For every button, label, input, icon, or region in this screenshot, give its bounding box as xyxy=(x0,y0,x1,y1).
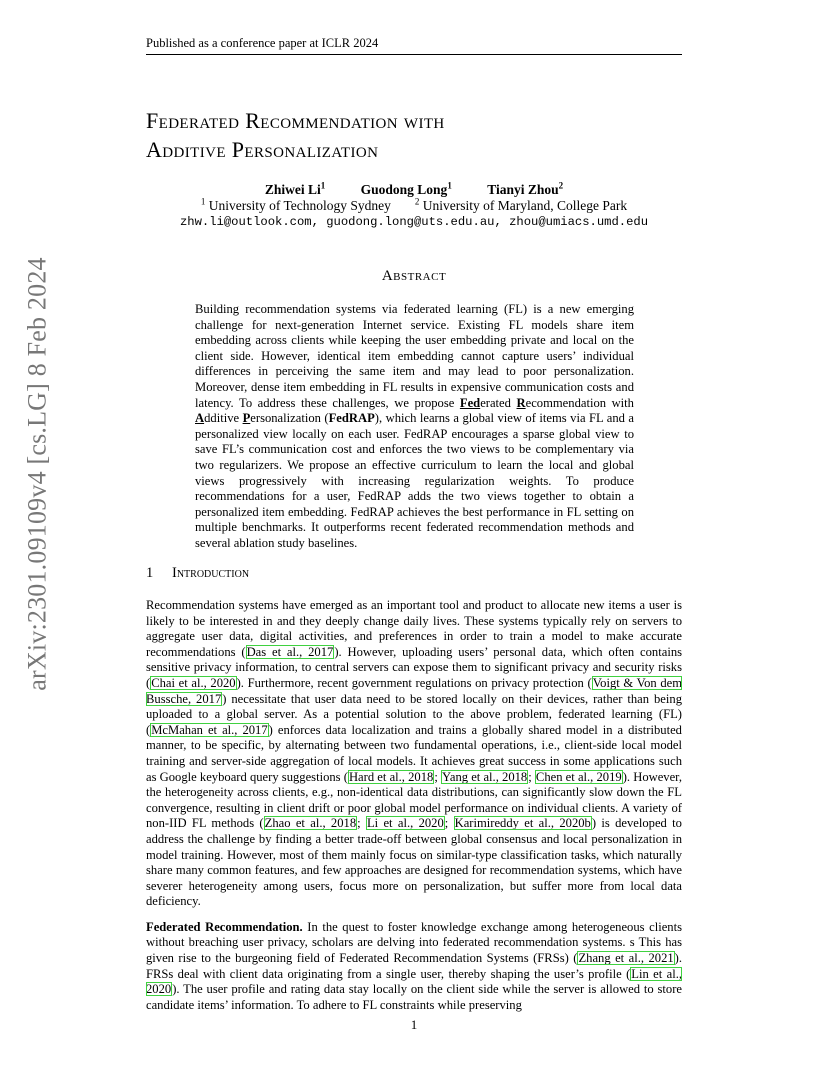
author-name: Zhiwei Li$^1$ xyxy=(264,180,326,197)
author-emails: zhw.li@outlook.com, guodong.long@uts.edu.au, zhou@umiacs.umd.edu xyxy=(179,215,649,229)
abstract-text: Building recommendation systems via federated learning (FL) is a new emerging challenge for next-generation Internet service. Existing FL models share item embedding across clients while keeping the user embedding private and local on the client side. However, identical item embedding cannot capture users’ individual differences in perceiving the same item and may lead to poor personalization. Moreover, dense item embedding in FL results in expensive communication costs and latency. To address these challenges, we propose Federated Recommendation with Additive Personalization (FedRAP), which learns a global view of items via FL and a personalized view locally on each user. FedRAP encourages a sparse global view to save FL’s communication cost and enforces the two views to be complementary via two regularizers. We propose an effective curriculum to learn the local and global views progressively with increasing regularization weights. To produce recommendations for a user, FedRAP adds the two views together to obtain a personalized item embedding. FedRAP achieves the best performance in FL setting on multiple benchmarks. It outperforms recent federated recommendation methods and several ablation study baselines. xyxy=(195,302,634,550)
citation-link[interactable]: Chai et al., 2020 xyxy=(151,675,236,690)
title-line-1: Federated Recommendation with xyxy=(146,108,445,133)
author-name: Guodong Long$^1$ xyxy=(360,180,452,197)
citation-link[interactable]: Voigt & Von dem Bussche, 2017 xyxy=(146,675,683,706)
paragraph-heading: Federated Recommendation. xyxy=(146,919,303,934)
section-title: Introduction xyxy=(172,565,250,581)
citation-link[interactable]: Karimireddy et al., 2020b xyxy=(454,816,591,831)
author-block xyxy=(146,182,682,229)
abstract-heading: Abstract xyxy=(381,268,447,284)
citation-link[interactable]: Zhao et al., 2018 xyxy=(264,816,357,831)
citation-link[interactable]: McMahan et al., 2017 xyxy=(151,722,268,737)
paragraph: Recommendation systems have emerged as an important tool and product to allocate new items a user is likely to be interested in and they deeply change daily lives. These systems typically rely on servers to aggregate user data, digital activities, and preferences in order to train a model to make accurate recommendations (Das et al., 2017). However, uploading users’ personal data, which often contains sensitive privacy information, to central servers can expose them to significant privacy and security risks (Chai et al., 2020). Furthermore, recent government regulations on privacy protection (Voigt & Von dem Bussche, 2017) necessitate that user data need to be stored locally on their devices, rather than being uploaded to a global server. As a potential solution to the above problem, federated learning (FL) (McMahan et al., 2017) enforces data localization and trains a globally shared model in a distributed manner, to be specific, by alternating between two fundamental operations, i.e., client-side local model training and server-side aggregation of local models. It achieves great success in some applications such as Google keyboard query suggestions (Hard et al., 2018; Yang et al., 2018; Chen et al., 2019). However, the heterogeneity across clients, e.g., non-identical data distributions, can significantly slow down the FL convergence, resulting in client drift or poor global model performance on individual clients. A variety of non-IID FL methods (Zhao et al., 2018; Li et al., 2020; Karimireddy et al., 2020b) is developed to address the challenge by finding a better trade-off between global consensus and local personalization in model training. However, most of them mainly focus on similar-type classification tasks, which naturally share many common features, and few approaches are designed for recommendation systems, which have severer heterogeneity among users, focus more on personalization, but suffer more from local data deficiency. xyxy=(146,598,683,909)
title-line-2: Additive Personalization xyxy=(146,137,379,162)
running-header: Published as a conference paper at ICLR 2024 xyxy=(146,36,682,55)
affiliation-2: University of Maryland, College Park xyxy=(422,198,628,213)
arxiv-stamp xyxy=(14,257,62,691)
arxiv-identifier[interactable]: arXiv:2301.09109v4 [cs.LG] 8 Feb 2024 xyxy=(23,257,52,691)
citation-link[interactable]: Zhang et al., 2021 xyxy=(578,951,674,966)
section-number: 1 xyxy=(146,565,154,581)
paper-title xyxy=(146,106,682,164)
section-heading xyxy=(146,565,682,582)
citation-link[interactable]: Chen et al., 2019 xyxy=(535,769,622,784)
citation-link[interactable]: Li et al., 2020 xyxy=(366,816,444,831)
page-number: 1 xyxy=(410,1017,418,1032)
body-text xyxy=(146,598,682,1023)
citation-link[interactable]: Das et al., 2017 xyxy=(246,644,334,659)
affiliation-1: University of Technology Sydney xyxy=(208,198,391,213)
citation-link[interactable]: Yang et al., 2018 xyxy=(442,769,528,784)
author-name: Tianyi Zhou$^2$ xyxy=(487,180,564,197)
affiliations: $^1$ University of Technology Sydney $^2$ University of Maryland, College Park xyxy=(200,196,628,213)
paragraph: Federated Recommendation. In the quest to foster knowledge exchange among heterogeneous clients without breaching user privacy, scholars are delving into federated recommendation systems. s This has given rise to the burgeoning field of Federated Recommendation Systems (FRSs) (Zhang et al., 2021). FRSs deal with client data originating from a single user, thereby shaping the user’s profile (Lin et al., 2020). The user profile and rating data stay locally on the client side while the server is allowed to store candidate items’ information. To adhere to FL constraints while preserving xyxy=(146,919,683,1012)
citation-link[interactable]: Lin et al., 2020 xyxy=(146,966,683,997)
citation-link[interactable]: Hard et al., 2018 xyxy=(348,769,434,784)
